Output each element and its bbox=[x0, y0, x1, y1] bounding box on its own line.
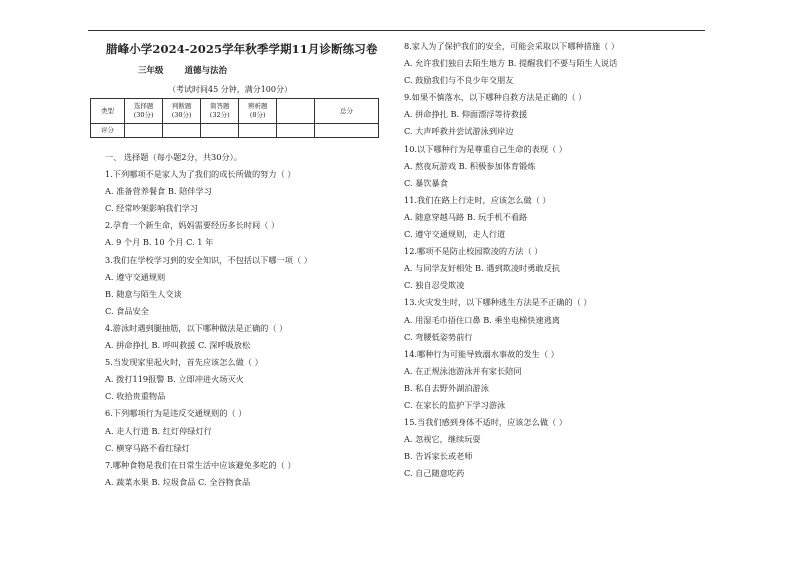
question-line: 7.哪种食物是我们在日常生活中应该避免多吃的（ ） bbox=[105, 459, 296, 470]
score-cell bbox=[163, 124, 201, 138]
option-line: A. 走人行道 B. 红灯停绿灯行 bbox=[105, 425, 212, 436]
score-col-blank bbox=[277, 99, 315, 124]
option-line: C. 独自忍受欺凌 bbox=[404, 280, 465, 291]
score-cell bbox=[314, 124, 378, 138]
question-line: 3.我们在学校学习到的安全知识，不包括以下哪一项（ ） bbox=[105, 254, 312, 265]
option-line: A. 遵守交通规则 bbox=[105, 271, 166, 282]
option-line: C. 大声呼救并尝试游泳到岸边 bbox=[404, 126, 514, 137]
option-line: B. 随意与陌生人交谈 bbox=[105, 288, 182, 299]
score-col-choice: 选择题 (30分) bbox=[125, 99, 163, 124]
grade-label: 三年级 bbox=[138, 66, 164, 76]
option-line: B. 私自去野外湖泊游泳 bbox=[404, 382, 489, 393]
score-col-total: 总分 bbox=[314, 99, 378, 124]
question-line: 4.游泳时遇到腿抽筋，以下哪种做法是正确的（ ） bbox=[105, 322, 288, 333]
option-line: B. 告诉家长或老师 bbox=[404, 451, 473, 462]
option-line: A. 熬夜玩游戏 B. 积极参加体育锻炼 bbox=[404, 160, 536, 171]
score-cell bbox=[125, 124, 163, 138]
time-info: （考试时间45 分钟，满分100分） bbox=[168, 85, 292, 94]
question-line: 2.孕育一个新生命，妈妈需要经历多长时间（ ） bbox=[105, 220, 280, 231]
question-line: 6.下列哪项行为是违反交通规则的（ ） bbox=[105, 408, 247, 419]
option-line: A. 允许我们独自去陌生地方 B. 提醒我们不要与陌生人说话 bbox=[404, 58, 618, 69]
score-header-label: 类型 bbox=[91, 99, 125, 124]
score-col-analysis: 辨析题 (8分) bbox=[239, 99, 277, 124]
option-line: A. 准备营养餐食 B. 陪伴学习 bbox=[105, 186, 212, 197]
option-line: C. 鼓励我们与不良少年交朋友 bbox=[404, 75, 514, 86]
option-line: A. 拼命挣扎 B. 呼叫救援 C. 深呼吸放松 bbox=[105, 340, 251, 351]
exam-subtitle bbox=[138, 64, 227, 76]
score-col-judge: 判断题 (30分) bbox=[163, 99, 201, 124]
question-line: 11.我们在路上行走时，应该怎么做（ ） bbox=[404, 194, 551, 205]
question-line: 12.哪项不是防止校园欺凌的方法（ ） bbox=[404, 246, 543, 257]
option-line: A. 在正规泳池游泳并有家长陪同 bbox=[404, 365, 522, 376]
question-line: 10.以下哪种行为是尊重自己生命的表现（ ） bbox=[404, 143, 567, 154]
option-line: A. 忽视它，继续玩耍 bbox=[404, 434, 481, 445]
question-line: 5.当发现家里起火时，首先应该怎么做（ ） bbox=[105, 357, 263, 368]
score-cell bbox=[277, 124, 315, 138]
left-column bbox=[105, 149, 312, 491]
exam-title: 腊峰小学2024-2025学年秋季学期11月诊断练习卷 bbox=[106, 42, 378, 56]
option-line: A. 蔬菜水果 B. 垃圾食品 C. 全谷物食品 bbox=[105, 476, 251, 487]
question-line: 1.下列哪项不是家人为了我们的成长所做的努力（ ） bbox=[105, 169, 296, 180]
question-line: 15.当我们感到身体不适时，应该怎么做（ ） bbox=[404, 417, 567, 428]
option-line: C. 遵守交通规则，走人行道 bbox=[404, 229, 506, 240]
option-line: A. 9 个月 B. 10 个月 C. 1 年 bbox=[105, 237, 214, 248]
top-rule bbox=[88, 30, 705, 31]
score-row-label: 评分 bbox=[91, 124, 125, 138]
question-line: 14.哪种行为可能导致溺水事故的发生（ ） bbox=[404, 348, 559, 359]
option-line: C. 弯腰低姿势前行 bbox=[404, 331, 473, 342]
question-line: 13.火灾发生时，以下哪种逃生方法是不正确的（ ） bbox=[404, 297, 592, 308]
option-line: C. 经常吵架影响我们学习 bbox=[105, 203, 199, 214]
option-line: C. 食品安全 bbox=[105, 305, 149, 316]
option-line: C. 在家长的监护下学习游泳 bbox=[404, 399, 506, 410]
score-cell bbox=[239, 124, 277, 138]
score-table bbox=[90, 98, 379, 138]
subject-label: 道德与法治 bbox=[184, 66, 227, 76]
option-line: A. 与同学友好相处 B. 遇到欺凌时勇敢反抗 bbox=[404, 263, 560, 274]
option-line: C. 暴饮暴食 bbox=[404, 177, 448, 188]
option-line: A. 随意穿越马路 B. 玩手机不看路 bbox=[404, 211, 528, 222]
option-line: A. 拼命挣扎 B. 仰面漂浮等待救援 bbox=[404, 109, 528, 120]
option-line: C. 收拾贵重物品 bbox=[105, 391, 166, 402]
question-line: 8.家人为了保护我们的安全，可能会采取以下哪种措施（ ） bbox=[404, 41, 620, 51]
right-column bbox=[404, 38, 619, 482]
score-cell bbox=[201, 124, 239, 138]
score-col-short: 简答题 (32分) bbox=[201, 99, 239, 124]
option-line: C. 横穿马路不看红绿灯 bbox=[105, 442, 190, 453]
option-line: A. 拨打119报警 B. 立即冲进火场灭火 bbox=[105, 374, 244, 385]
section-title: 一、 选择题（每小题2分，共30分）。 bbox=[105, 152, 242, 162]
option-line: C. 自己随意吃药 bbox=[404, 468, 465, 479]
question-line: 9.如果不慎落水，以下哪种自救方法是正确的（ ） bbox=[404, 92, 587, 103]
option-line: A. 用湿毛巾捂住口鼻 B. 乘坐电梯快速逃离 bbox=[404, 314, 560, 325]
